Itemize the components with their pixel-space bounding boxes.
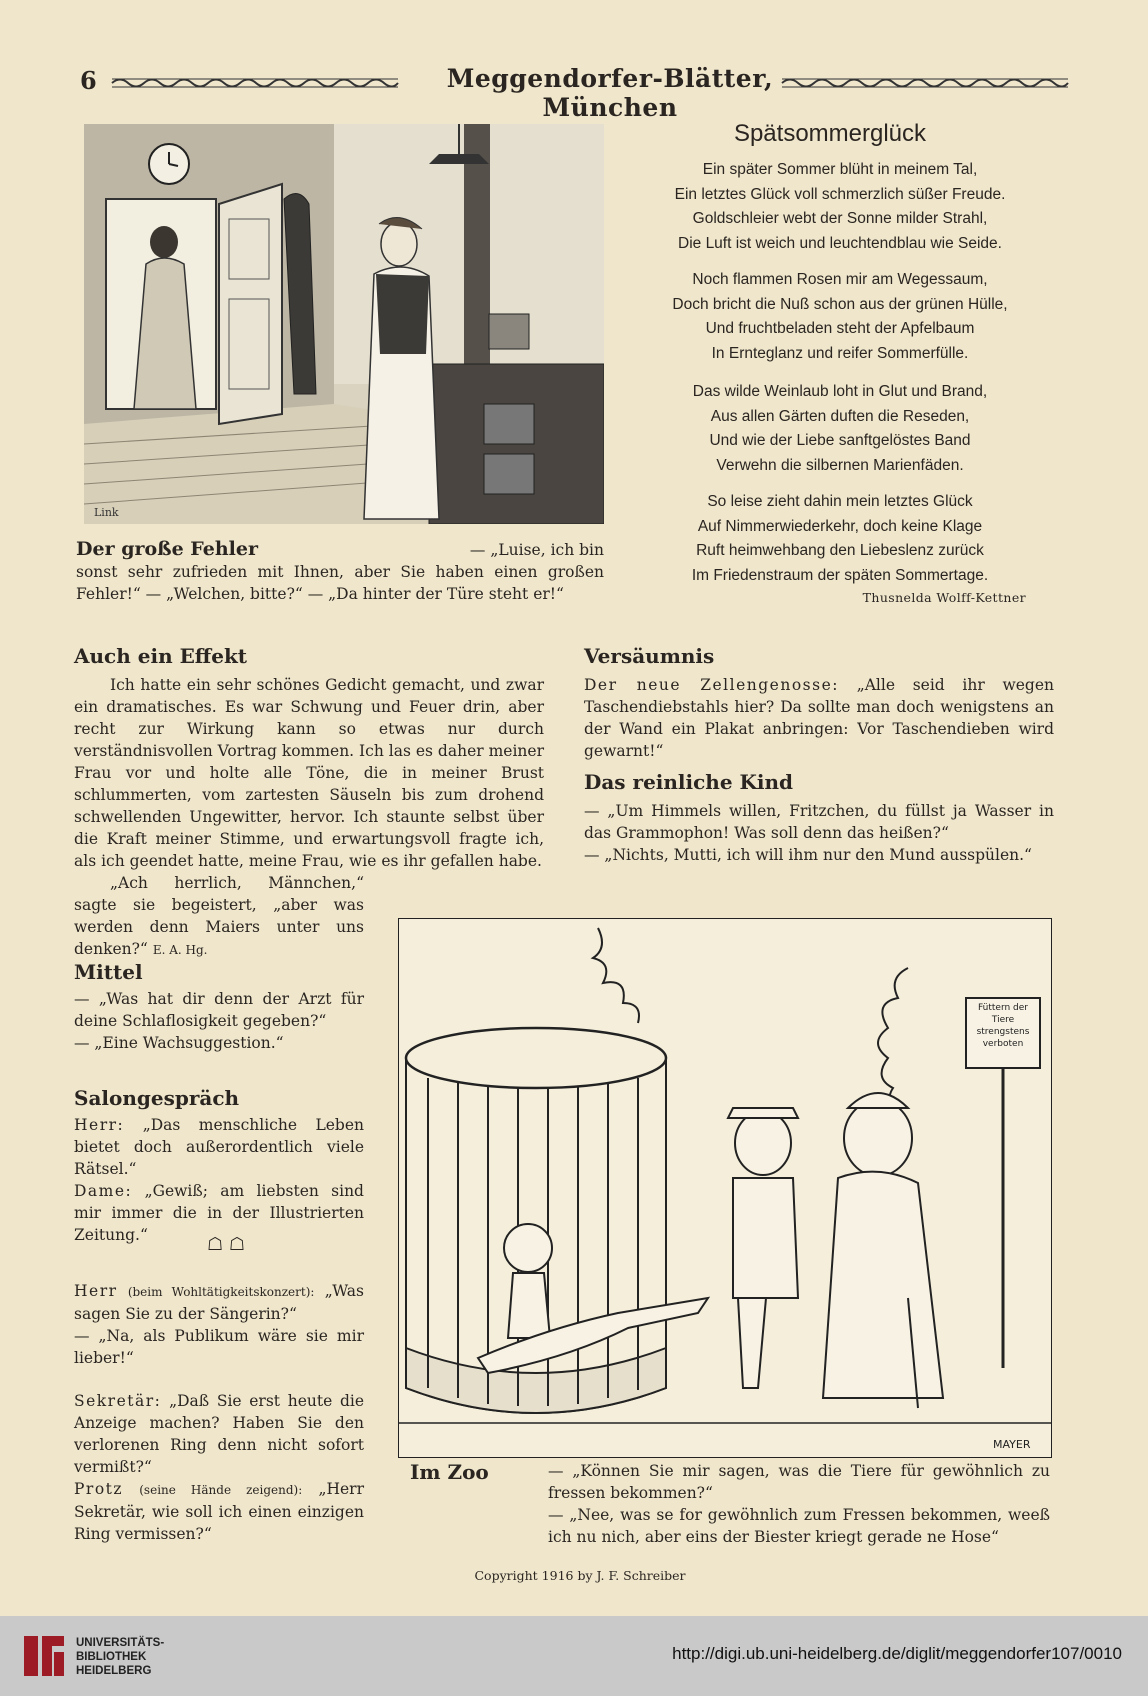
library-line-1: UNIVERSITÄTS- (76, 1637, 165, 1649)
poem-line: Die Luft ist weich und leuchtendblau wie Seide. (678, 234, 1002, 252)
zoo-title: Im Zoo (410, 1460, 489, 1484)
poem-author: Thusnelda Wolff-Kettner (862, 590, 1026, 605)
poem-line: Noch flammen Rosen mir am Wegessaum, (692, 271, 988, 288)
effekt-title: Auch ein Effekt (74, 644, 248, 668)
salon-herr: Herr: (74, 1116, 125, 1134)
poem-stanza-2 (620, 268, 1060, 366)
left-ornament-icon (110, 76, 400, 90)
poem-line: Ein später Sommer blüht in meinem Tal, (702, 161, 978, 178)
salon-herr2-note: (beim Wohltätigkeitskonzert): (127, 1285, 315, 1299)
poem-line: Aus allen Gärten duften die Reseden, (710, 407, 970, 425)
salon-herr2: Herr (74, 1282, 118, 1300)
source-url-link[interactable]: http://digi.ub.uni-heidelberg.de/diglit/meggendorfer107/0010 (672, 1644, 1122, 1663)
salon-dame-text: „Gewiß; am liebsten sind mir immer die in der Illustrierten Zeitung.“ (74, 1182, 364, 1244)
poem-line: Auf Nimmerwiederkehr, doch keine Klage (697, 517, 983, 535)
versaeumnis-title: Versäumnis (584, 644, 715, 668)
copyright: Copyright 1916 by J. F. Schreiber (474, 1568, 686, 1583)
poem-line: In Ernteglanz und reifer Sommerfülle. (711, 344, 969, 362)
poem-line: Das wilde Weinlaub loht in Glut und Brand, (692, 383, 988, 400)
section-sekretaer (74, 1390, 364, 1545)
running-header (80, 64, 1070, 122)
poem-stanza-3 (620, 380, 1060, 478)
salon-dame: Dame: (74, 1182, 133, 1200)
effekt-reply (74, 872, 364, 961)
cartoon1-title: Der große Fehler (76, 538, 258, 560)
protz-text: „Herr Sekretär, wie soll ich einen einzigen Ring vermissen?“ (74, 1480, 364, 1543)
section-versaeumnis (584, 644, 1054, 762)
section-kind (584, 770, 1054, 866)
poem-line: Goldschleier webt der Sonne milder Strahl, (692, 210, 988, 227)
section-divider: ☖ ☖ (207, 1234, 245, 1255)
cartoon1-text-1: „Luise, ich bin (490, 541, 604, 559)
poem-line: Doch bricht die Nuß schon aus der grünen Hülle, (672, 295, 1008, 313)
section-salon (74, 1086, 364, 1246)
salon-herr-text: „Das menschliche Leben bietet doch außerordentlich viele Rätsel.“ (74, 1116, 364, 1178)
poem-line: Ruft heimwehbang den Liebeslenz zurück (696, 542, 984, 559)
footer-bar (0, 1616, 1148, 1696)
section-effekt (74, 644, 544, 961)
effekt-reply-text: „Ach herrlich, Männchen,“ sagte sie begeistert, „aber was werden denn Maiers unter uns denken?“ (74, 874, 364, 958)
library-line-2: BIBLIOTHEK (76, 1651, 147, 1663)
library-line-3: HEIDELBERG (76, 1665, 152, 1677)
library-logo-icon (20, 1630, 68, 1682)
sekretaer-speaker: Sekretär: (74, 1392, 162, 1410)
section-konzert (74, 1280, 364, 1369)
mittel-line-2: — „Eine Wachsuggestion.“ (74, 1034, 284, 1052)
poem-line: Ein letztes Glück voll schmerzlich süßer Freude. (674, 185, 1006, 203)
mittel-title: Mittel (74, 960, 143, 984)
poem-title: Spätsommerglück (733, 120, 927, 147)
sekretaer-text: „Daß Sie erst heute die Anzeige machen? Haben Sie den verlorenen Ring denn nicht sofort vermißt?“ (74, 1392, 364, 1476)
salon-title: Salongespräch (74, 1086, 240, 1110)
cartoon1-text-3: Fehler!“ — „Welchen, bitte?“ — „Da hinter der Türe steht er!“ (76, 585, 564, 603)
zoo-caption (410, 1460, 1050, 1548)
illustration-signature: Link (94, 506, 119, 519)
poem-line: Verwehn die silbernen Marienfäden. (716, 456, 964, 474)
zoo-line-1: — „Können Sie mir sagen, was die Tiere für gewöhnlich zu fressen bekommen?“ (548, 1462, 1050, 1502)
salon-reply2: — „Na, als Publikum wäre sie mir lieber!“ (74, 1327, 364, 1367)
kind-line-1: — „Um Himmels willen, Fritzchen, du füllst ja Wasser in das Grammophon! Was soll denn das heißen?“ (584, 802, 1054, 842)
salon-herr2-text: „Was sagen Sie zu der Sängerin?“ (74, 1282, 364, 1323)
zoo-illustration (398, 918, 1052, 1458)
effekt-body: Ich hatte ein sehr schönes Gedicht gemacht, und zwar ein dramatisches. Es war Schwung und Feuer drin, aber recht zur Wirkung kann so etwas nur durch verständnisvollen Vortrag kommen. Ich las es daher meiner Frau vor und holte alle Töne, die in meiner Brust schlummerten, vom zartesten Säuseln bis zum drohend schwellenden Ungewitter, hervor. Ich staunte selbst über die Kraft meiner Stimme, und erwartungsvoll fragte ich, als ich geendet hatte, meine Frau, wie es ihr gefallen habe. (74, 676, 544, 870)
versaeumnis-body: „Alle seid ihr wegen Taschendiebstahls hier? Da sollte man doch wenigstens an der Wand ein Plakat anbringen: Vor Taschendieben wird gewarnt!“ (584, 676, 1054, 760)
right-ornament-icon (780, 76, 1070, 90)
mittel-line-1: — „Was hat dir denn der Arzt für deine Schlaflosigkeit gegeben?“ (74, 990, 364, 1030)
poem-line: Und fruchtbeladen steht der Apfelbaum (705, 320, 975, 337)
kind-title: Das reinliche Kind (584, 770, 794, 794)
poem-line: Im Friedenstraum der späten Sommertage. (691, 566, 989, 584)
page-number: 6 (80, 66, 97, 95)
library-name (76, 1636, 164, 1678)
effekt-sign: E. A. Hg. (152, 943, 208, 957)
zoo-line-2: — „Nee, was se for gewöhnlich zum Fressen bekommen, weeß ich nu nich, aber eins der Biester kriegt gerade ne Hose“ (548, 1506, 1050, 1546)
poem-stanza-4 (620, 490, 1060, 588)
protz-note: (seine Hände zeigend): (139, 1483, 303, 1497)
poem-line: Und wie der Liebe sanftgelöstes Band (709, 432, 971, 449)
journal-title: Meggendorfer-Blätter, München (446, 64, 774, 122)
kind-line-2: — „Nichts, Mutti, ich will ihm nur den Mund ausspülen.“ (584, 846, 1032, 864)
zoo-sign-text: Füttern der Tiere strengstens verboten (976, 1003, 1030, 1049)
section-mittel (74, 960, 364, 1054)
cartoon1-caption (76, 538, 604, 605)
poem-stanza-1 (620, 158, 1060, 256)
versaeumnis-speaker: Der neue Zellengenosse: (584, 676, 839, 694)
cartoon1-text-2: sonst sehr zufrieden mit Ihnen, aber Sie haben einen großen (76, 563, 604, 581)
cartoon1-dash: — (469, 541, 486, 559)
poem-line: So leise zieht dahin mein letztes Glück (707, 493, 973, 510)
protz-speaker: Protz (74, 1480, 124, 1498)
kitchen-illustration (84, 124, 604, 524)
zoo-artist-signature: MAYER (993, 1438, 1031, 1451)
